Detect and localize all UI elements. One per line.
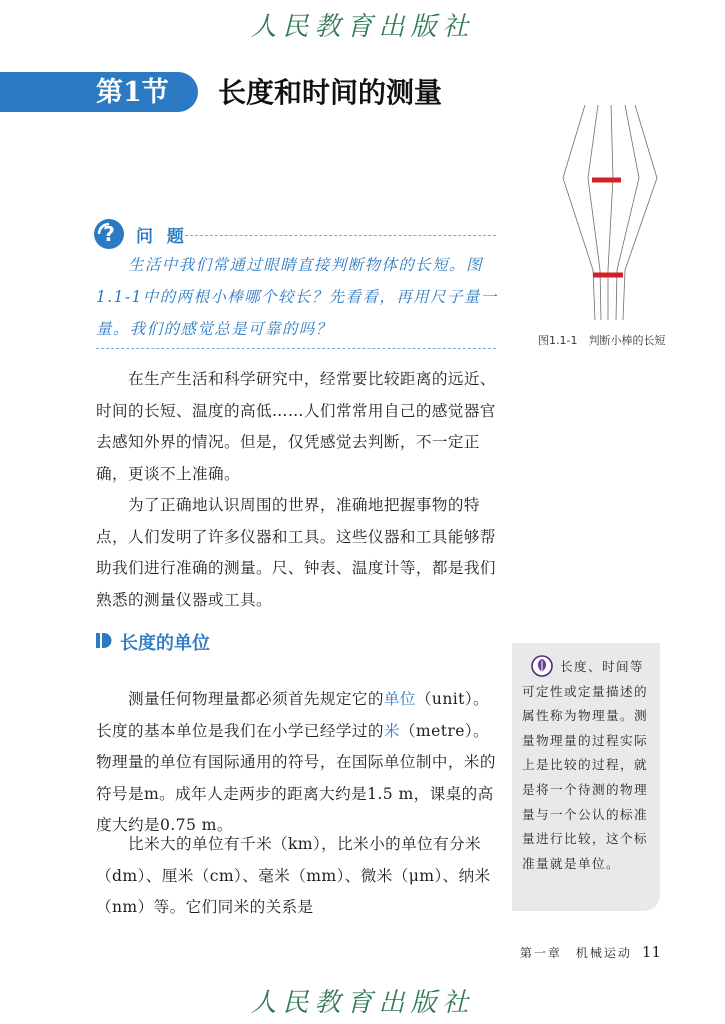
paragraph-2: 为了正确地认识周围的世界，准确地把握事物的特点，人们发明了许多仪器和工具。这些仪器和工具能够帮助我们进行准确的测量。尺、钟表、温度计等，都是我们熟悉的测量仪器或工具。 xyxy=(96,496,496,609)
sidebar-text: 长度、时间等可定性或定量描述的属性称为物理量。测量物理量的过程实际上是比较的过程，就是将一个待测的物理量与一个公认的标准量进行比较，这个标准量就是单位。 xyxy=(522,659,648,871)
figure-caption: 图1.1-1 判断小棒的长短 xyxy=(538,334,666,347)
publisher-logo-top: 人民教育出版社 xyxy=(250,12,475,42)
section-number: 第1节 xyxy=(96,77,169,108)
keyword-unit: 单位 xyxy=(383,690,416,708)
paragraph-units-2: 比米大的单位有千米（km），比米小的单位有分米（dm）、厘米（cm）、毫米（mm）、微米（μm）、纳米（nm）等。它们同米的关系是 xyxy=(96,835,491,916)
page-footer xyxy=(520,943,661,961)
paragraph-1: 在生产生活和科学研究中，经常要比较距离的远近、时间的长短、温度的高低……人们常常用自己的感觉器官去感知外界的情况。但是，仅凭感觉去判断，不一定正确，更谈不上准确。 xyxy=(96,370,496,483)
section-title: 长度和时间的测量 xyxy=(218,76,443,109)
question-body: 生活中我们常通过眼睛直接判断物体的长短。图1.1-1中的两根小棒哪个较长？先看看，再用尺子量一量。我们的感觉总是可靠的吗？ xyxy=(96,256,498,338)
question-label: 问 题 xyxy=(136,227,188,247)
publisher-logo-bottom: 人民教育出版社 xyxy=(250,988,475,1018)
svg-text:?: ? xyxy=(103,222,115,246)
question-divider-bottom xyxy=(96,348,496,349)
question-text xyxy=(96,249,500,345)
question-divider-top xyxy=(185,235,496,236)
paragraph-units-1: 测量任何物理量都必须首先规定它的单位（unit）。长度的基本单位是我们在小学已经学过的米（metre）。物理量的单位有国际通用的符号，在国际单位制中，米的符号是m。成年人走两步的距离大约是1.5 m，课桌的高度大约是0.75 m。 xyxy=(96,690,496,834)
subsection-title: 长度的单位 xyxy=(120,633,210,654)
page-number: 11 xyxy=(641,943,661,961)
question-icon xyxy=(93,218,125,250)
figure-line xyxy=(563,105,585,178)
chapter-label: 第一章 机械运动 xyxy=(519,946,632,960)
keyword-metre: 米 xyxy=(383,721,400,740)
rods-illusion-figure xyxy=(555,100,665,325)
subsection-bullet-icon xyxy=(96,632,112,649)
